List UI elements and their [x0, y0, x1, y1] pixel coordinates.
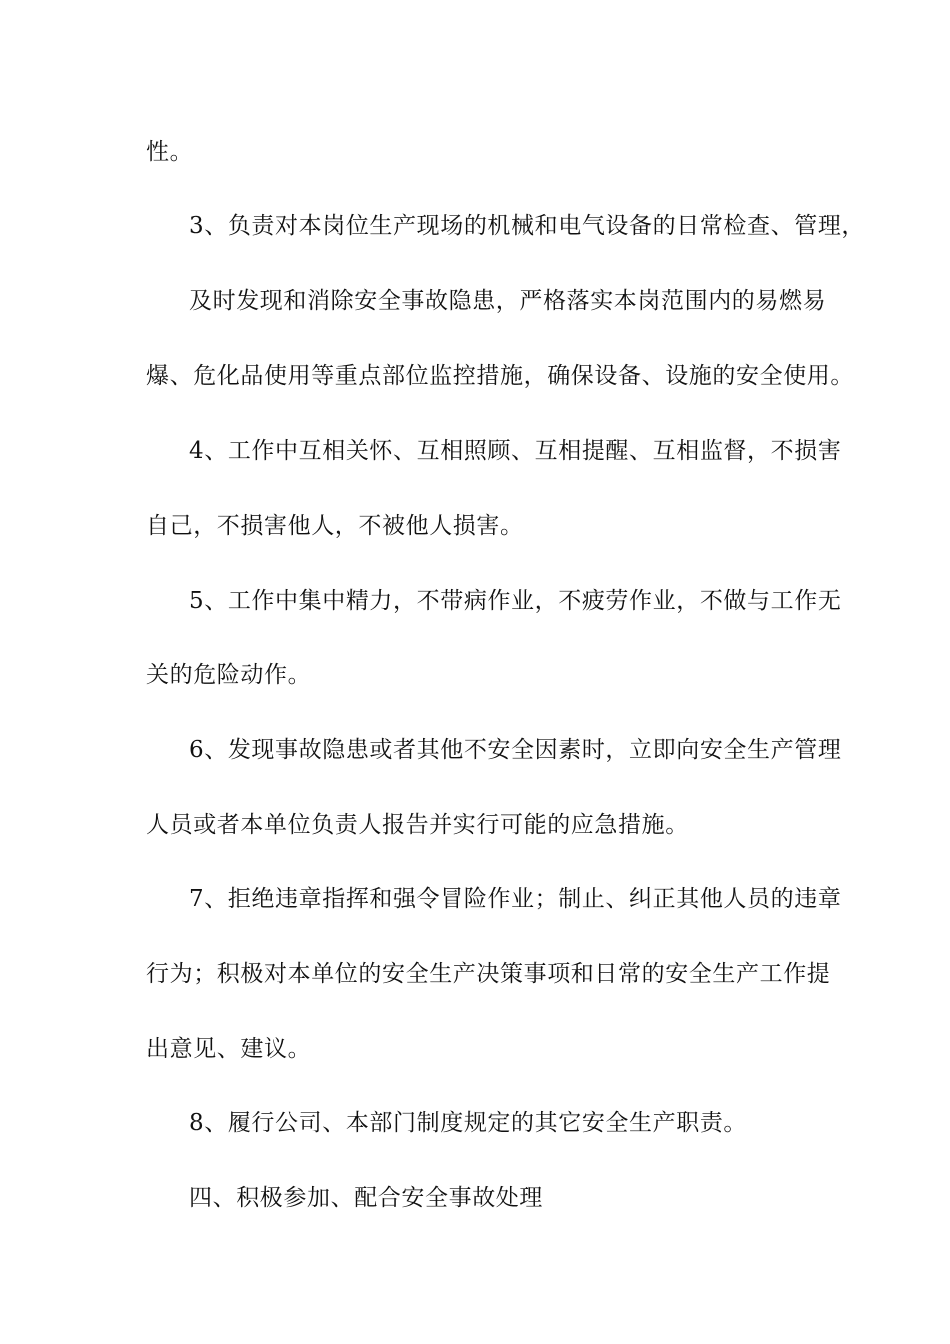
- item-4-line-2: 自己，不损害他人，不被他人损害。: [146, 513, 524, 539]
- item-5-line-1: 5、工作中集中精力，不带病作业，不疲劳作业，不做与工作无: [189, 588, 842, 614]
- item-3-line-2: 及时发现和消除安全事故隐患，严格落实本岗范围内的易燃易: [189, 288, 827, 314]
- item-6-line-2: 人员或者本单位负责人报告并实行可能的应急措施。: [146, 812, 689, 838]
- text-line: 性。: [146, 139, 194, 165]
- item-8-line-1: 8、履行公司、本部门制度规定的其它安全生产职责。: [189, 1110, 748, 1136]
- item-4-line-1: 4、工作中互相关怀、互相照顾、互相提醒、互相监督，不损害: [189, 438, 842, 464]
- item-3-line-3: 爆、危化品使用等重点部位监控措施，确保设备、设施的安全使用。: [146, 363, 854, 389]
- item-7-line-2: 行为；积极对本单位的安全生产决策事项和日常的安全生产工作提: [146, 961, 831, 987]
- section-heading: 四、积极参加、配合安全事故处理: [189, 1185, 543, 1211]
- item-5-line-2: 关的危险动作。: [146, 662, 312, 688]
- item-6-line-1: 6、发现事故隐患或者其他不安全因素时，立即向安全生产管理: [189, 737, 842, 763]
- item-7-line-3: 出意见、建议。: [146, 1036, 312, 1062]
- item-7-line-1: 7、拒绝违章指挥和强令冒险作业；制止、纠正其他人员的违章: [189, 886, 842, 912]
- item-3-line-1: 3、负责对本岗位生产现场的机械和电气设备的日常检查、管理，: [189, 213, 866, 239]
